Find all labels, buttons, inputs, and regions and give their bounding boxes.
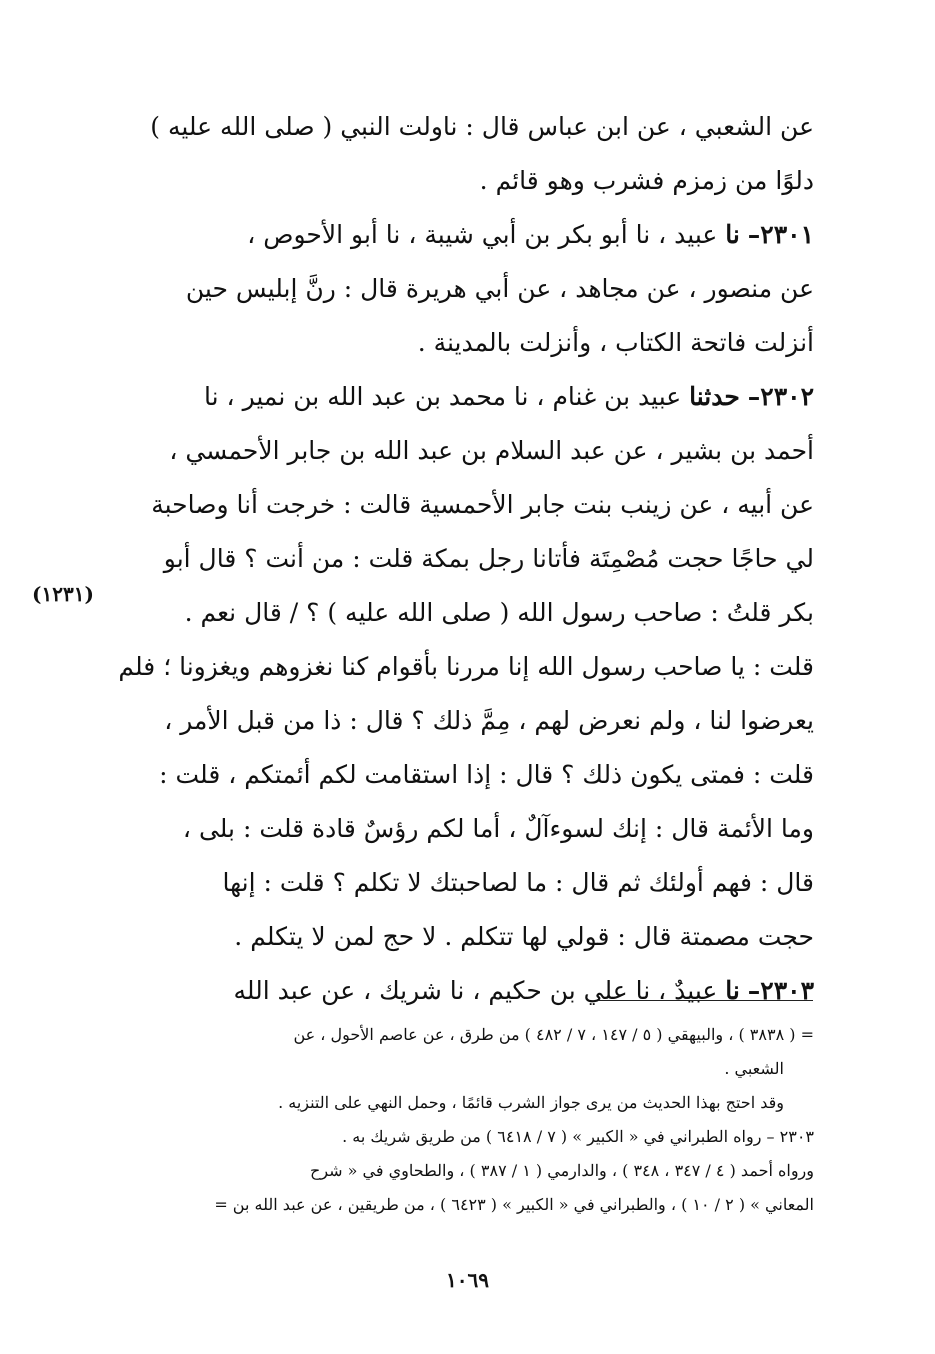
text-line: عن منصور ، عن مجاهد ، عن أبي هريرة قال : رنَّ إبليس حين <box>185 274 814 303</box>
footnote-line: ٢٣٠٣ – رواه الطبراني في « الكبير » ( ٧ / ٦٤١٨ ) من طريق شريك به . <box>342 1127 814 1146</box>
text-line: قال : فهم أولئك ثم قال : ما لصاحبتك لا تكلم ؟ قلت : إنها <box>222 868 814 897</box>
hadith-number: ٢٣٠٣– <box>747 976 814 1005</box>
footnote-line: المعاني » ( ٢ / ١٠ ) ، والطبراني في « الكبير » ( ٦٤٢٣ ) ، من طريقين ، عن عبد الله بن = <box>214 1195 814 1214</box>
text-line: دلوًا من زمزم فشرب وهو قائم . <box>479 166 814 195</box>
footnote-line: الشعبي . <box>724 1059 784 1078</box>
text-line: عن أبيه ، عن زينب بنت جابر الأحمسية قالت : خرجت أنا وصاحبة <box>151 490 814 519</box>
hadith-2302-line: ٢٣٠٢– حدثنا عبيد بن غنام ، نا محمد بن عبد الله بن نمير ، نا <box>204 382 814 411</box>
text-line: يعرضوا لنا ، ولم نعرض لهم ، مِمَّ ذلك ؟ قال : ذا من قبل الأمر ، <box>164 706 814 735</box>
page-number: ١٠٦٩ <box>446 1268 489 1292</box>
hadith-2301-line: ٢٣٠١– نا عبيد ، نا أبو بكر بن أبي شيبة ، نا أبو الأحوص ، <box>247 220 814 249</box>
footnote-separator <box>598 1000 813 1001</box>
text-line: أحمد بن بشير ، عن عبد السلام بن عبد الله بن جابر الأحمسي ، <box>169 436 814 465</box>
hadith-2303-line: ٢٣٠٣– نا عبيدٌ ، نا علي بن حكيم ، نا شريك ، عن عبد الله <box>233 976 814 1005</box>
text-line: قلت : يا صاحب رسول الله إنا مررنا بأقوام كنا نغزوهم ويغزونا ؛ فلم <box>118 652 814 681</box>
text-line: بكر قلتُ : صاحب رسول الله ( صلى الله عليه ) ؟ / قال نعم . <box>184 598 814 627</box>
hadith-number: ٢٣٠١– <box>747 220 814 249</box>
text-line: وما الأئمة قال : إنك لسوءآلٌ ، أما لكم رؤسٌ قادة قلت : بلى ، <box>182 814 814 843</box>
footnote-line: وقد احتج بهذا الحديث من يرى جواز الشرب قائمًا ، وحمل النهي على التنزيه . <box>278 1093 784 1112</box>
footnotes <box>100 1018 814 1222</box>
margin-page-reference: (١٢٣١) <box>32 582 94 606</box>
text-line: قلت : فمتى يكون ذلك ؟ قال : إذا استقامت لكم أئمتكم ، قلت : <box>159 760 814 789</box>
main-text <box>100 100 814 1018</box>
footnote-line: ورواه أحمد ( ٤ / ٣٤٧ ، ٣٤٨ ) ، والدارمي ( ١ / ٣٨٧ ) ، والطحاوي في « شرح <box>310 1161 814 1180</box>
footnote-line: = ( ٣٨٣٨ ) ، والبيهقي ( ٥ / ١٤٧ ، ٧ / ٤٨٢ ) من طرق ، عن عاصم الأحول ، عن <box>293 1025 814 1044</box>
text-line: عن الشعبي ، عن ابن عباس قال : ناولت النبي ( صلى الله عليه ) <box>150 112 814 141</box>
text-line: لي حاجًا حجت مُصْمِتَة فأتانا رجل بمكة قلت : من أنت ؟ قال أبو <box>163 544 814 573</box>
text-line: أنزلت فاتحة الكتاب ، وأنزلت بالمدينة . <box>417 328 814 357</box>
text-line: حجت مصمتة قال : قولي لها تتكلم . لا حج لمن لا يتكلم . <box>234 922 814 951</box>
hadith-number: ٢٣٠٢– <box>747 382 814 411</box>
